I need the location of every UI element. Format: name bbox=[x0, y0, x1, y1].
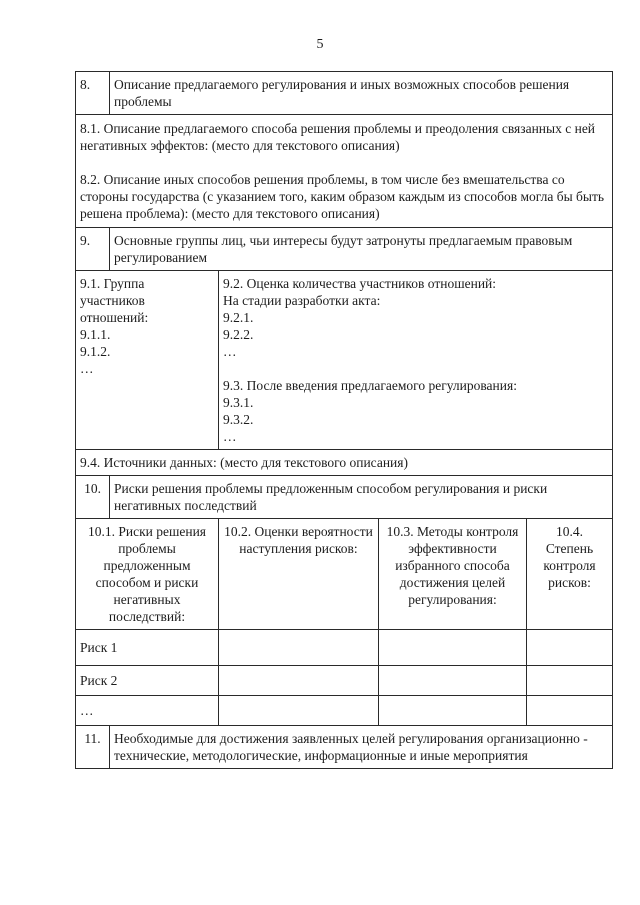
count-line: 9.2.1. bbox=[223, 310, 254, 325]
section-8-body bbox=[76, 115, 612, 228]
groups-line: 9.1. Группа bbox=[80, 276, 145, 291]
paragraph-8-2: 8.2. Описание иных способов решения проблемы, в том числе без вмешательства со стороны государства (с указанием того, каким образом каждым из способов могла бы быть решена проблема): (место для текстового описания) bbox=[80, 172, 605, 221]
page-number: 5 bbox=[316, 37, 324, 52]
participant-count-cell bbox=[219, 271, 612, 449]
count-line: 9.2. Оценка количества участников отношений: bbox=[223, 276, 497, 291]
count-line: 9.3.1. bbox=[223, 395, 254, 410]
risk-header-10-2: 10.2. Оценки вероятности наступления рисков: bbox=[219, 519, 379, 629]
risk-table-header bbox=[76, 519, 612, 630]
count-line: … bbox=[223, 429, 237, 444]
risk-header-10-4: 10.4. Степень контроля рисков: bbox=[543, 524, 596, 590]
risk-label: Риск 1 bbox=[76, 630, 219, 665]
section-9-title: Основные группы лиц, чьи интересы будут затронуты предлагаемым правовым регулированием bbox=[114, 233, 573, 265]
participant-groups-cell bbox=[76, 271, 219, 449]
section-9-4 bbox=[76, 450, 612, 476]
section-10-number: 10. bbox=[76, 476, 110, 518]
section-11-header bbox=[76, 726, 612, 768]
section-9-header bbox=[76, 228, 612, 271]
table-row bbox=[76, 696, 612, 726]
groups-line: 9.1.1. bbox=[80, 327, 111, 342]
paragraph-8-1: 8.1. Описание предлагаемого способа решения проблемы и преодоления связанных с ней негативных эффектов: (место для текстового описания) bbox=[80, 121, 596, 153]
count-line: 9.3. После введения предлагаемого регулирования: bbox=[223, 378, 517, 393]
count-line: 9.2.2. bbox=[223, 327, 254, 342]
groups-line: 9.1.2. bbox=[80, 344, 111, 359]
risk-label: Риск 2 bbox=[76, 666, 219, 695]
count-line: 9.3.2. bbox=[223, 412, 254, 427]
risk-header-10-1: 10.1. Риски решения проблемы предложенным способом и риски негативных последствий: bbox=[76, 519, 219, 629]
section-8-header bbox=[76, 72, 612, 115]
section-11-number: 11. bbox=[76, 726, 110, 768]
section-10-header bbox=[76, 476, 612, 519]
groups-line: отношений: bbox=[80, 310, 149, 325]
groups-line: … bbox=[80, 361, 94, 376]
count-line: На стадии разработки акта: bbox=[223, 293, 381, 308]
section-11-title: Необходимые для достижения заявленных целей регулирования организационно - технические, методологические, информационные и иные мероприятия bbox=[114, 731, 588, 763]
regulation-form-table bbox=[75, 71, 613, 769]
count-line: … bbox=[223, 344, 237, 359]
risk-header-10-3: 10.3. Методы контроля эффективности избранного способа достижения целей регулирования: bbox=[379, 519, 527, 629]
table-row bbox=[76, 630, 612, 666]
groups-line: участников bbox=[80, 293, 145, 308]
section-9-number: 9. bbox=[76, 228, 110, 270]
risk-label: … bbox=[76, 696, 219, 725]
section-8-number: 8. bbox=[76, 72, 110, 114]
paragraph-9-4: 9.4. Источники данных: (место для текстового описания) bbox=[80, 455, 408, 470]
table-row bbox=[76, 666, 612, 696]
section-8-title: Описание предлагаемого регулирования и иных возможных способов решения проблемы bbox=[114, 77, 570, 109]
section-10-title: Риски решения проблемы предложенным способом регулирования и риски негативных последствий bbox=[114, 481, 548, 513]
section-9-groups bbox=[76, 271, 612, 450]
